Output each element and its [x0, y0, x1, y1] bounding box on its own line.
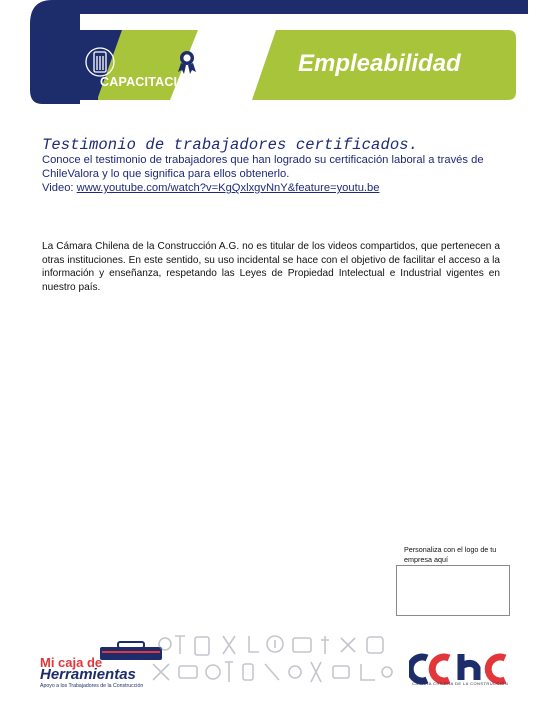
- brand-line2: Herramientas: [40, 666, 136, 683]
- page-title: Testimonio de trabajadores certificados.: [42, 136, 419, 154]
- brand-line1: Mi caja de: [40, 655, 103, 670]
- intro-paragraph: [42, 153, 512, 195]
- banner-category-label: CAPACITACIÓN: [100, 75, 197, 89]
- banner-section-title: Empleabilidad: [298, 50, 461, 77]
- tools-pattern-icon: [145, 632, 395, 687]
- intro-text: Conoce el testimonio de trabajadores que han logrado su certificación laboral a través de ChileValora y lo que significa para ellos obtenerlo.: [42, 154, 484, 180]
- logo-placeholder-label: Personaliza con el logo de tu empresa aquí: [404, 545, 497, 564]
- brand-tagline: Apoyo a los Trabajadores de la Construcción: [40, 683, 144, 689]
- video-link[interactable]: www.youtube.com/watch?v=KgQxlxgvNnY&feature=youtu.be: [76, 182, 380, 194]
- logo-placeholder-box[interactable]: [396, 565, 510, 616]
- video-prefix: Video:: [42, 182, 77, 194]
- partner-logo-text: CÁMARA CHILENA DE LA CONSTRUCCIÓN: [412, 681, 509, 686]
- disclaimer-text: La Cámara Chilena de la Construcción A.G. no es titular de los videos compartidos, que pertenecen a otras instituciones. En este sentido, su uso incidental se hace con el objetivo de facilitar el acceso a la información y enseñanza, respetando las Leyes de Propiedad Intelectual e Industrial vigentes en nuestro país.: [42, 241, 500, 293]
